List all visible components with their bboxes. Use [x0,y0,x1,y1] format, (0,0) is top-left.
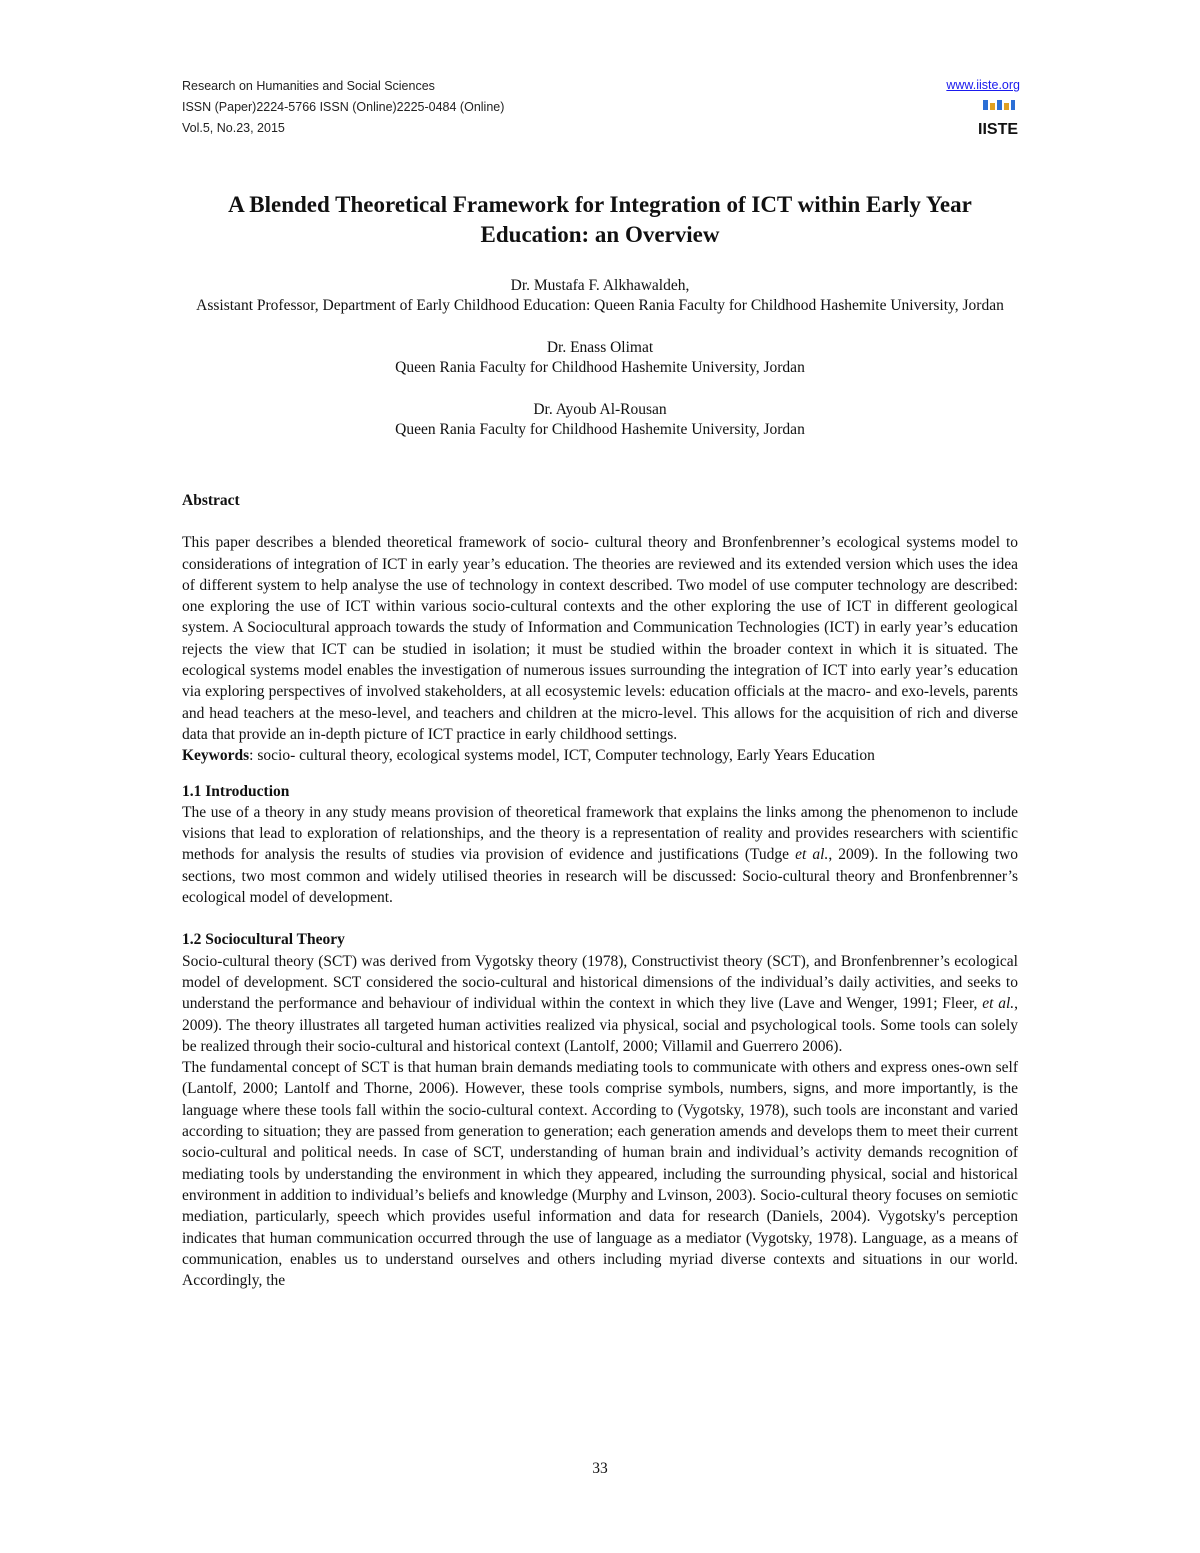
author-name: Dr. Enass Olimat [546,339,654,356]
sociocultural-paragraph-2: The fundamental concept of SCT is that human brain demands mediating tools to communicate with others and express ones-own self (Lantolf, 2000; Lantolf and Thorne, 2006). However, these tools comprise symbols, numbers, signs, and more importantly, is the language where these tools fall within the socio-cultural context. According to (Vygotsky, 1978), such tools are inconstant and varied according to situation; they are passed from generation to generation; each generation amends and develops them to meet their current socio-cultural and political needs. In case of SCT, understanding of human brain and individual’s activity demands recognition of mediating tools by understanding the environment in which they appeared, including the surrounding physical, social and historical environment in addition to individual’s beliefs and knowledge (Murphy and Lvinson, 2003). Socio-cultural theory focuses on semiotic mediation, particularly, speech which provides useful information and data for research (Daniels, 2004). Vygotsky's perception indicates that human communication occurred through the use of language as a mediator (Vygotsky, 1978). Language, as a means of communication, enables us to understand ourselves and others including myriad diverse contexts and situations in our world. Accordingly, the [182,1059,1018,1290]
author-block [182,338,1018,378]
journal-name: Research on Humanities and Social Sciences [182,79,435,93]
author-affiliation: Queen Rania Faculty for Childhood Hashemite University, Jordan [395,359,805,376]
author-list [182,276,1018,462]
author-block [182,400,1018,440]
sociocultural-paragraph-1: Socio-cultural theory (SCT) was derived from Vygotsky theory (1978), Constructivist theory (SCT), and Bronfenbrenner’s ecological model of development. SCT considered the socio-cultural and historical dimensions of the individual’s daily activities, and seeks to understand the performance and behaviour of individual within the context in which they live (Lave and Wenger, 1991; Fleer, et al., 2009). The theory illustrates all targeted human activities realized via physical, social and psychological tools. Some tools can solely be realized through their socio-cultural and historical context (Lantolf, 2000; Villamil and Guerrero 2006). [182,952,1019,1055]
journal-header [182,76,1020,156]
journal-issn: ISSN (Paper)2224-5766 ISSN (Online)2225-0484 (Online) [182,100,505,114]
paper-title: A Blended Theoretical Framework for Integration of ICT within Early Year Education: an Overview [228,192,972,247]
author-affiliation: Queen Rania Faculty for Childhood Hashemite University, Jordan [395,421,805,438]
author-affiliation: Assistant Professor, Department of Early Childhood Education: Queen Rania Faculty for Childhood Hashemite University, Jordan [196,297,1004,314]
keywords-line [182,745,1018,766]
section-heading-introduction: 1.1 Introduction [182,782,290,800]
keywords-text: : socio- cultural theory, ecological systems model, ICT, Computer technology, Early Years Education [249,747,875,765]
author-name: Dr. Ayoub Al-Rousan [533,401,667,418]
section-heading-sociocultural: 1.2 Sociocultural Theory [182,931,345,949]
abstract-heading: Abstract [182,492,240,509]
keywords-label: Keywords [182,747,250,765]
iiste-logo [977,100,1019,140]
paper-body [182,490,1018,1291]
abstract-text: This paper describes a blended theoretical framework of socio- cultural theory and Bronfenbrenner’s ecological systems model to considerations of integration of ICT in early year’s education. The theories are reviewed and its extended version which uses the idea of different system to help analyse the use of technology in context described. Two model of use computer technology are described: one exploring the use of ICT within various socio-cultural contexts and the other exploring the use of ICT in different geological system. A Sociocultural approach towards the study of Information and Communication Technologies (ICT) in early year’s education rejects the view that ICT can be studied in isolation; it must be studied within the broader context in which it is situated. The ecological systems model enables the investigation of numerous issues surrounding the integration of ICT into early year’s education via exploring perspectives of involved stakeholders, at all ecosystemic levels: education officials at the macro- and exo-levels, parents and head teachers at the meso-level, and teachers and children at the micro-level. This allows for the acquisition of rich and diverse data that provide an in-depth picture of ICT practice in early childhood settings. [182,534,1018,743]
author-name: Dr. Mustafa F. Alkhawaldeh, [510,277,690,294]
journal-website-link[interactable]: www.iiste.org [946,78,1020,92]
journal-volume: Vol.5, No.23, 2015 [182,121,285,135]
page-number: 33 [592,1460,608,1477]
introduction-text: The use of a theory in any study means provision of theoretical framework that explains the links among the phenomenon to include visions that lead to exploration of relationships, and the theory is a representation of reality and provides researchers with scientific methods for analysis the results of studies via provision of evidence and justifications (Tudge et al., 2009). In the following two sections, two most common and widely utilised theories in research will be discussed: Socio-cultural theory and Bronfenbrenner’s ecological model of development. [182,803,1018,907]
author-block [182,276,1018,316]
logo-wordmark: IISTE [977,121,1019,138]
